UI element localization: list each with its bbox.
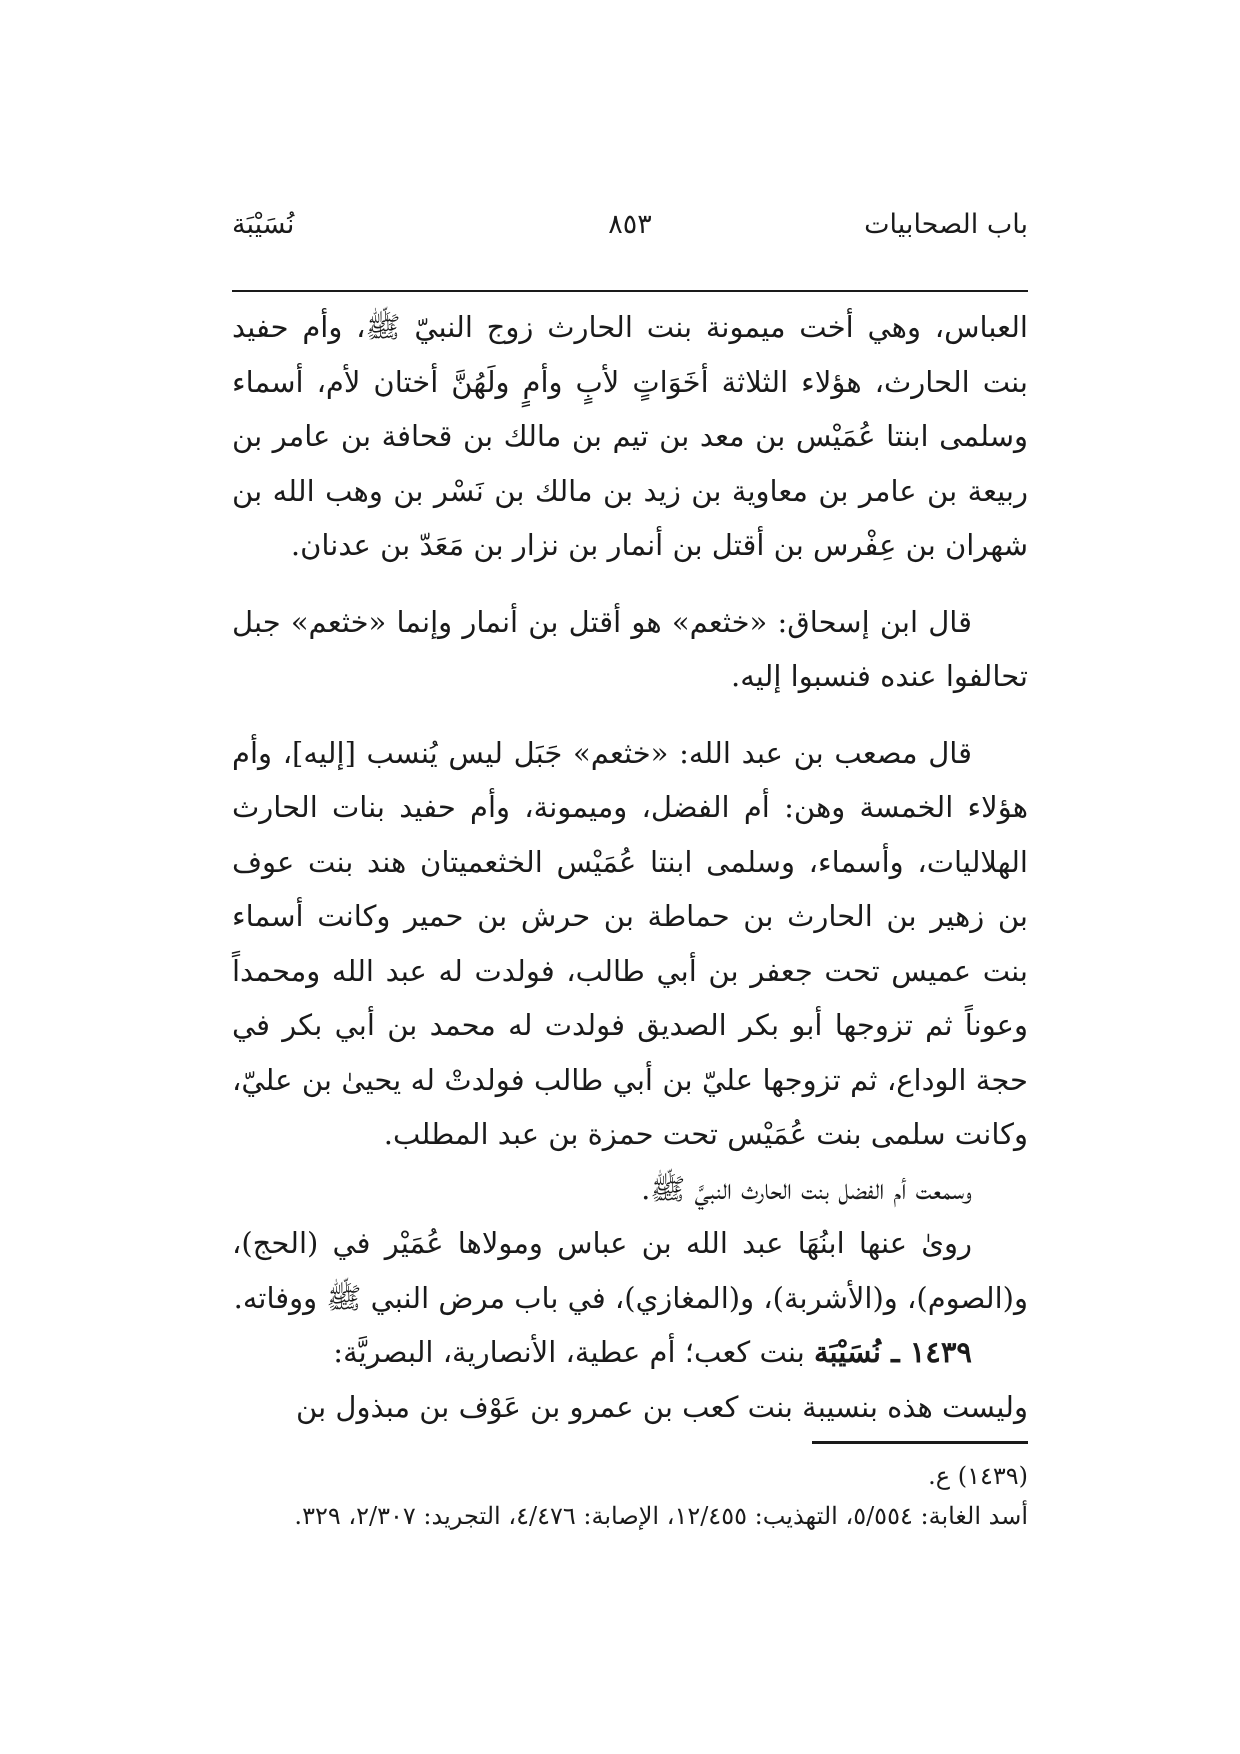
- entry-description: بنت كعب؛ أم عطية، الأنصارية، البصريَّة:: [333, 1335, 814, 1369]
- entry-separator: ـ: [880, 1335, 910, 1369]
- chapter-title: باب الصحابيات: [864, 209, 1028, 240]
- entry-text: وليست هذه بنسيبة بنت كعب بن عمرو بن عَوْف بن مبذول بن: [296, 1389, 1028, 1424]
- paragraph-narrated: روىٰ عنها ابنُهَا عبد الله بن عباس ومولاها عُمَيْر في (الحج)، و(الصوم)، و(الأشربة)، و(المغازي)، في باب مرض النبي ﷺ ووفاته.: [232, 1226, 1028, 1315]
- running-entry-name: نُسَيْبَة: [232, 209, 295, 240]
- footnote-rule: [812, 1441, 1028, 1444]
- header-rule: [232, 290, 1028, 292]
- entry-number: ١٤٣٩: [909, 1335, 972, 1369]
- paragraph-ibn-ishaq: قال ابن إسحاق: «خثعم» هو أقتل بن أنمار وإنما «خثعم» جبل تحالفوا عنده فنسبوا إليه.: [232, 604, 1028, 693]
- paragraph-lineage: العباس، وهي أخت ميمونة بنت الحارث زوج النبيّ ﷺ، وأم حفيد بنت الحارث، هؤلاء الثلاثة أخَوَاتٍ لأبٍ وأمٍ ولَهُنَّ أختان لأم، أسماء وسلمى ابنتا عُمَيْس بن معد بن تيم بن مالك بن قحافة بن عامر بن ربيعة بن عامر بن معاوية بن زيد بن مالك بن نَسْر بن وهب الله بن شهران بن عِفْرس بن أقتل بن أنمار بن نزار بن مَعَدّ بن عدنان.: [232, 310, 1028, 562]
- footnote-sources: أسد الغابة: ٥/٥٥٤، التهذيب: ١٢/٤٥٥، الإصابة: ٤/٤٧٦، التجريد: ٢/٣٠٧، ٣٢٩.: [294, 1502, 1028, 1530]
- paragraph-heard: وسمعت أم الفضل بنت الحارث النبيَّ ﷺ.: [641, 1171, 972, 1206]
- running-head: [232, 203, 1028, 251]
- entry-heading: [232, 1325, 1028, 1380]
- footnote-ref: (١٤٣٩) ع.: [928, 1462, 1028, 1490]
- page-number: ٨٥٣: [608, 209, 652, 240]
- footnotes: [232, 1456, 1028, 1536]
- paragraph-musab: قال مصعب بن عبد الله: «خثعم» جَبَل ليس يُنسب [إليه]، وأم هؤلاء الخمسة وهن: أم الفضل، وميمونة، وأم حفيد بنات الحارث الهلاليات، وأسماء، وسلمى ابنتا عُمَيْس الخثعميتان هند بنت عوف بن زهير بن الحارث بن حماطة بن حرش بن حمير وكانت أسماء بنت عميس تحت جعفر بن أبي طالب، فولدت له عبد الله ومحمداً وعوناً ثم تزوجها أبو بكر الصديق فولدت له محمد بن أبي بكر في حجة الوداع، ثم تزوجها عليّ بن أبي طالب فولدتْ له يحيىٰ بن عليّ، وكانت سلمى بنت عُمَيْس تحت حمزة بن عبد المطلب.: [232, 735, 1029, 1151]
- main-text: [232, 300, 1028, 1434]
- entry-name: نُسَيْبَة: [813, 1335, 881, 1369]
